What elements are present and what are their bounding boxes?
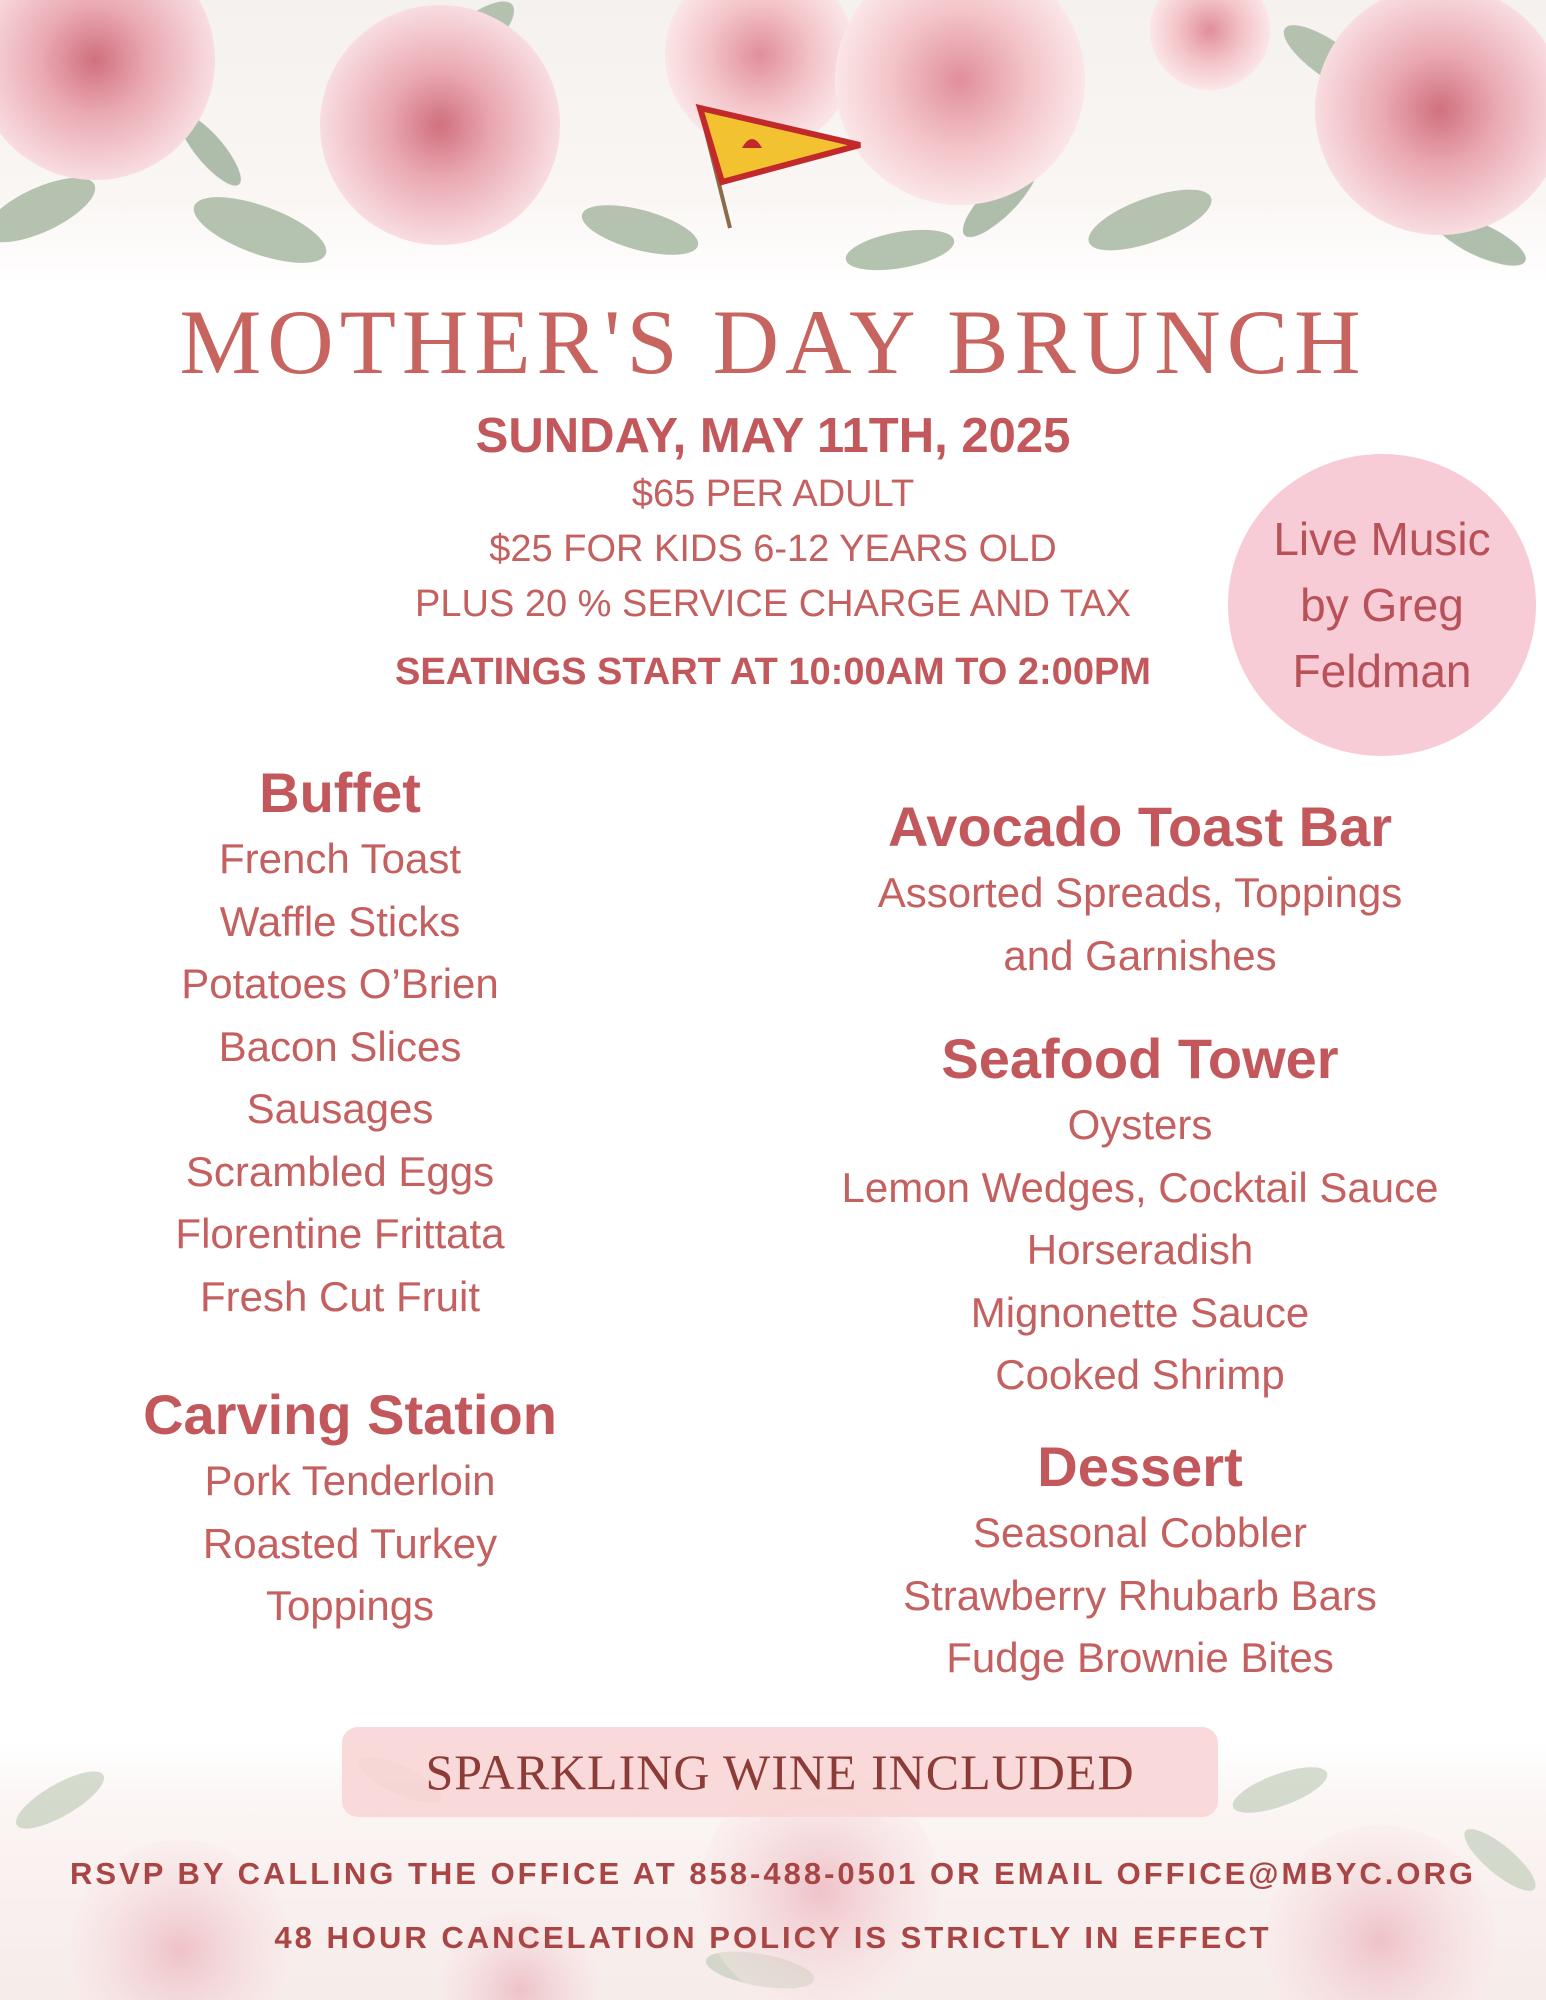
menu-item: Assorted Spreads, Toppings xyxy=(877,869,1403,916)
cancellation-policy: 48 HOUR CANCELATION POLICY IS STRICTLY IN EFFECT xyxy=(274,1920,1272,1955)
menu-item: French Toast xyxy=(218,835,461,882)
menu-item: Fresh Cut Fruit xyxy=(199,1272,481,1320)
pennant-flag-icon xyxy=(700,108,860,228)
menu-item: Pork Tenderloin xyxy=(204,1457,496,1504)
menu-item: Sausages xyxy=(246,1085,434,1132)
menu-item: and Garnishes xyxy=(1003,931,1277,979)
menu-item: Lemon Wedges, Cocktail Sauce xyxy=(841,1163,1439,1211)
menu-item: Scrambled Eggs xyxy=(185,1147,495,1195)
menu-item: Mignonette Sauce xyxy=(970,1288,1310,1336)
price-adult: $65 PER ADULT xyxy=(631,473,915,515)
menu-item: Horseradish xyxy=(1026,1226,1254,1273)
menu-item: Cooked Shrimp xyxy=(995,1351,1285,1398)
price-kids: $25 FOR KIDS 6-12 YEARS OLD xyxy=(489,528,1057,570)
floral-header-decoration xyxy=(0,0,1546,285)
seafood-section xyxy=(800,1024,1480,1407)
sparkling-wine-banner xyxy=(342,1727,1218,1817)
menu-item: Bacon Slices xyxy=(218,1022,462,1070)
menu-item: Florentine Frittata xyxy=(175,1210,505,1257)
dessert-section xyxy=(800,1432,1480,1690)
event-title: MOTHER'S DAY BRUNCH xyxy=(179,291,1367,393)
live-music-badge xyxy=(1228,454,1536,756)
buffet-heading: Buffet xyxy=(259,761,421,824)
sparkling-wine-text: SPARKLING WINE INCLUDED xyxy=(425,1744,1135,1800)
rose-decoration xyxy=(0,0,215,180)
menu-item: Seasonal Cobbler xyxy=(973,1509,1307,1556)
dessert-heading: Dessert xyxy=(1037,1435,1243,1498)
price-service-charge: PLUS 20 % SERVICE CHARGE AND TAX xyxy=(415,583,1131,625)
avocado-heading: Avocado Toast Bar xyxy=(887,795,1393,858)
menu-item: Oysters xyxy=(1067,1101,1213,1148)
menu-item: Toppings xyxy=(265,1582,435,1629)
menu-item: Potatoes O’Brien xyxy=(181,960,499,1007)
menu-item: Roasted Turkey xyxy=(202,1519,498,1567)
buffet-section xyxy=(140,758,540,1328)
avocado-section xyxy=(800,792,1480,987)
carving-heading: Carving Station xyxy=(143,1383,557,1446)
menu-item: Strawberry Rhubarb Bars xyxy=(903,1571,1377,1619)
rsvp-line: RSVP BY CALLING THE OFFICE AT 858-488-0501 OR EMAIL OFFICE@MBYC.ORG xyxy=(70,1856,1476,1891)
seatings-time: SEATINGS START AT 10:00AM TO 2:00PM xyxy=(395,651,1151,693)
menu-item: Fudge Brownie Bites xyxy=(946,1634,1334,1681)
event-date: SUNDAY, MAY 11TH, 2025 xyxy=(475,409,1071,463)
carving-section xyxy=(140,1380,560,1638)
seafood-heading: Seafood Tower xyxy=(941,1027,1339,1090)
live-music-text: Live Music by Greg Feldman xyxy=(1273,513,1491,697)
menu-item: Waffle Sticks xyxy=(219,897,461,945)
